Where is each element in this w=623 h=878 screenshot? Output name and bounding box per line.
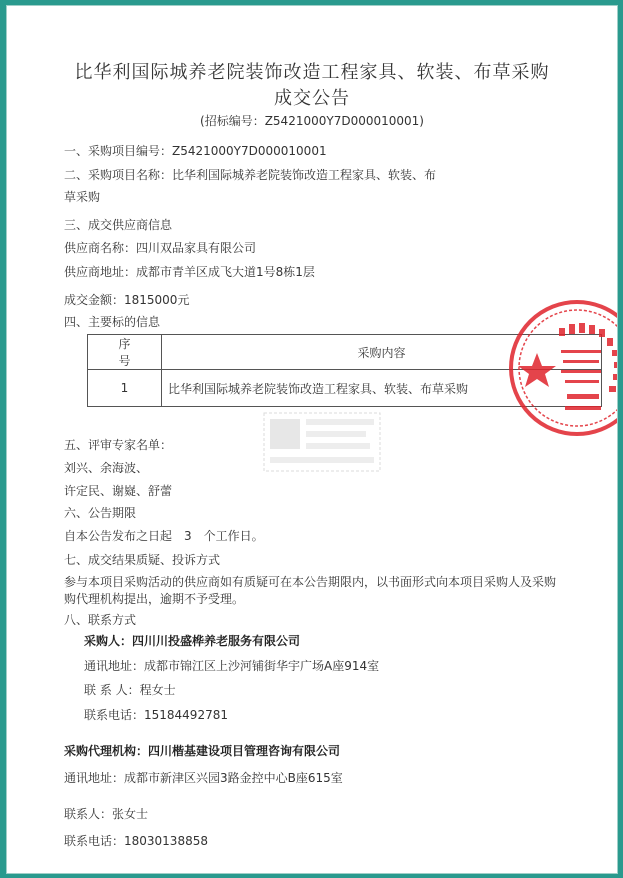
col-header-no — [88, 335, 162, 370]
col-header-no-b: 号 — [118, 354, 131, 368]
section-2-project-name: 二、采购项目名称：比华利国际城养老院装饰改造工程家具、软装、布 — [64, 168, 437, 182]
table-row — [88, 370, 602, 407]
agent-phone: 联系电话：18030138858 — [64, 834, 208, 848]
section-5-heading: 五、评审专家名单： — [64, 438, 173, 452]
section-2-project-name-cont: 草采购 — [64, 190, 101, 204]
tender-number: (招标编号：Z5421000Y7D000010001) — [200, 114, 424, 128]
experts-line1: 刘兴、余海波、 — [64, 461, 149, 475]
section-8-heading: 八、联系方式 — [64, 613, 137, 627]
doc-title-line1: 比华利国际城养老院装饰改造工程家具、软装、布草采购 — [74, 62, 550, 83]
col-header-no-a: 序 — [118, 337, 131, 351]
doc-title-line2: 成交公告 — [274, 88, 350, 109]
experts-line2: 许定民、谢嶷、舒蕾 — [64, 484, 173, 498]
qr-watermark-icon — [262, 411, 382, 473]
document-page — [6, 5, 618, 874]
agent-contact: 联系人：张女士 — [64, 807, 149, 821]
buyer-contact: 联 系 人：程女士 — [84, 683, 176, 697]
announcement-period: 自本公告发布之日起 3 个工作日。 — [64, 529, 264, 543]
agent-address: 通讯地址：成都市新津区兴园3路金控中心B座615室 — [64, 771, 343, 785]
section-7-heading: 七、成交结果质疑、投诉方式 — [64, 553, 221, 567]
row-no: 1 — [88, 370, 162, 407]
section-1-project-number: 一、采购项目编号：Z5421000Y7D000010001 — [64, 144, 327, 158]
buyer-phone: 联系电话：15184492781 — [84, 708, 228, 722]
col-header-content: 采购内容 — [162, 335, 602, 370]
section-4-heading: 四、主要标的信息 — [64, 315, 161, 329]
agent-name: 采购代理机构：四川楷基建设项目管理咨询有限公司 — [64, 744, 341, 758]
buyer-name: 采购人：四川川投盛桦养老服务有限公司 — [84, 634, 301, 648]
supplier-address: 供应商地址：成都市青羊区成飞大道1号8栋1层 — [64, 265, 315, 279]
table-header-row — [88, 335, 602, 370]
complaint-text-line1: 参与本项目采购活动的供应商如有质疑可在本公告期限内，以书面形式向本项目采购人及采购 — [64, 575, 557, 589]
items-table — [87, 334, 602, 407]
section-6-heading: 六、公告期限 — [64, 506, 137, 520]
section-3-heading: 三、成交供应商信息 — [64, 218, 173, 232]
supplier-name: 供应商名称：四川双品家具有限公司 — [64, 241, 257, 255]
complaint-text-line2: 购代理机构提出，逾期不予受理。 — [64, 592, 245, 606]
row-content: 比华利国际城养老院装饰改造工程家具、软装、布草采购 — [162, 370, 602, 407]
deal-amount: 成交金额：1815000元 — [64, 293, 190, 307]
buyer-address: 通讯地址：成都市锦江区上沙河铺街华宇广场A座914室 — [84, 659, 380, 673]
